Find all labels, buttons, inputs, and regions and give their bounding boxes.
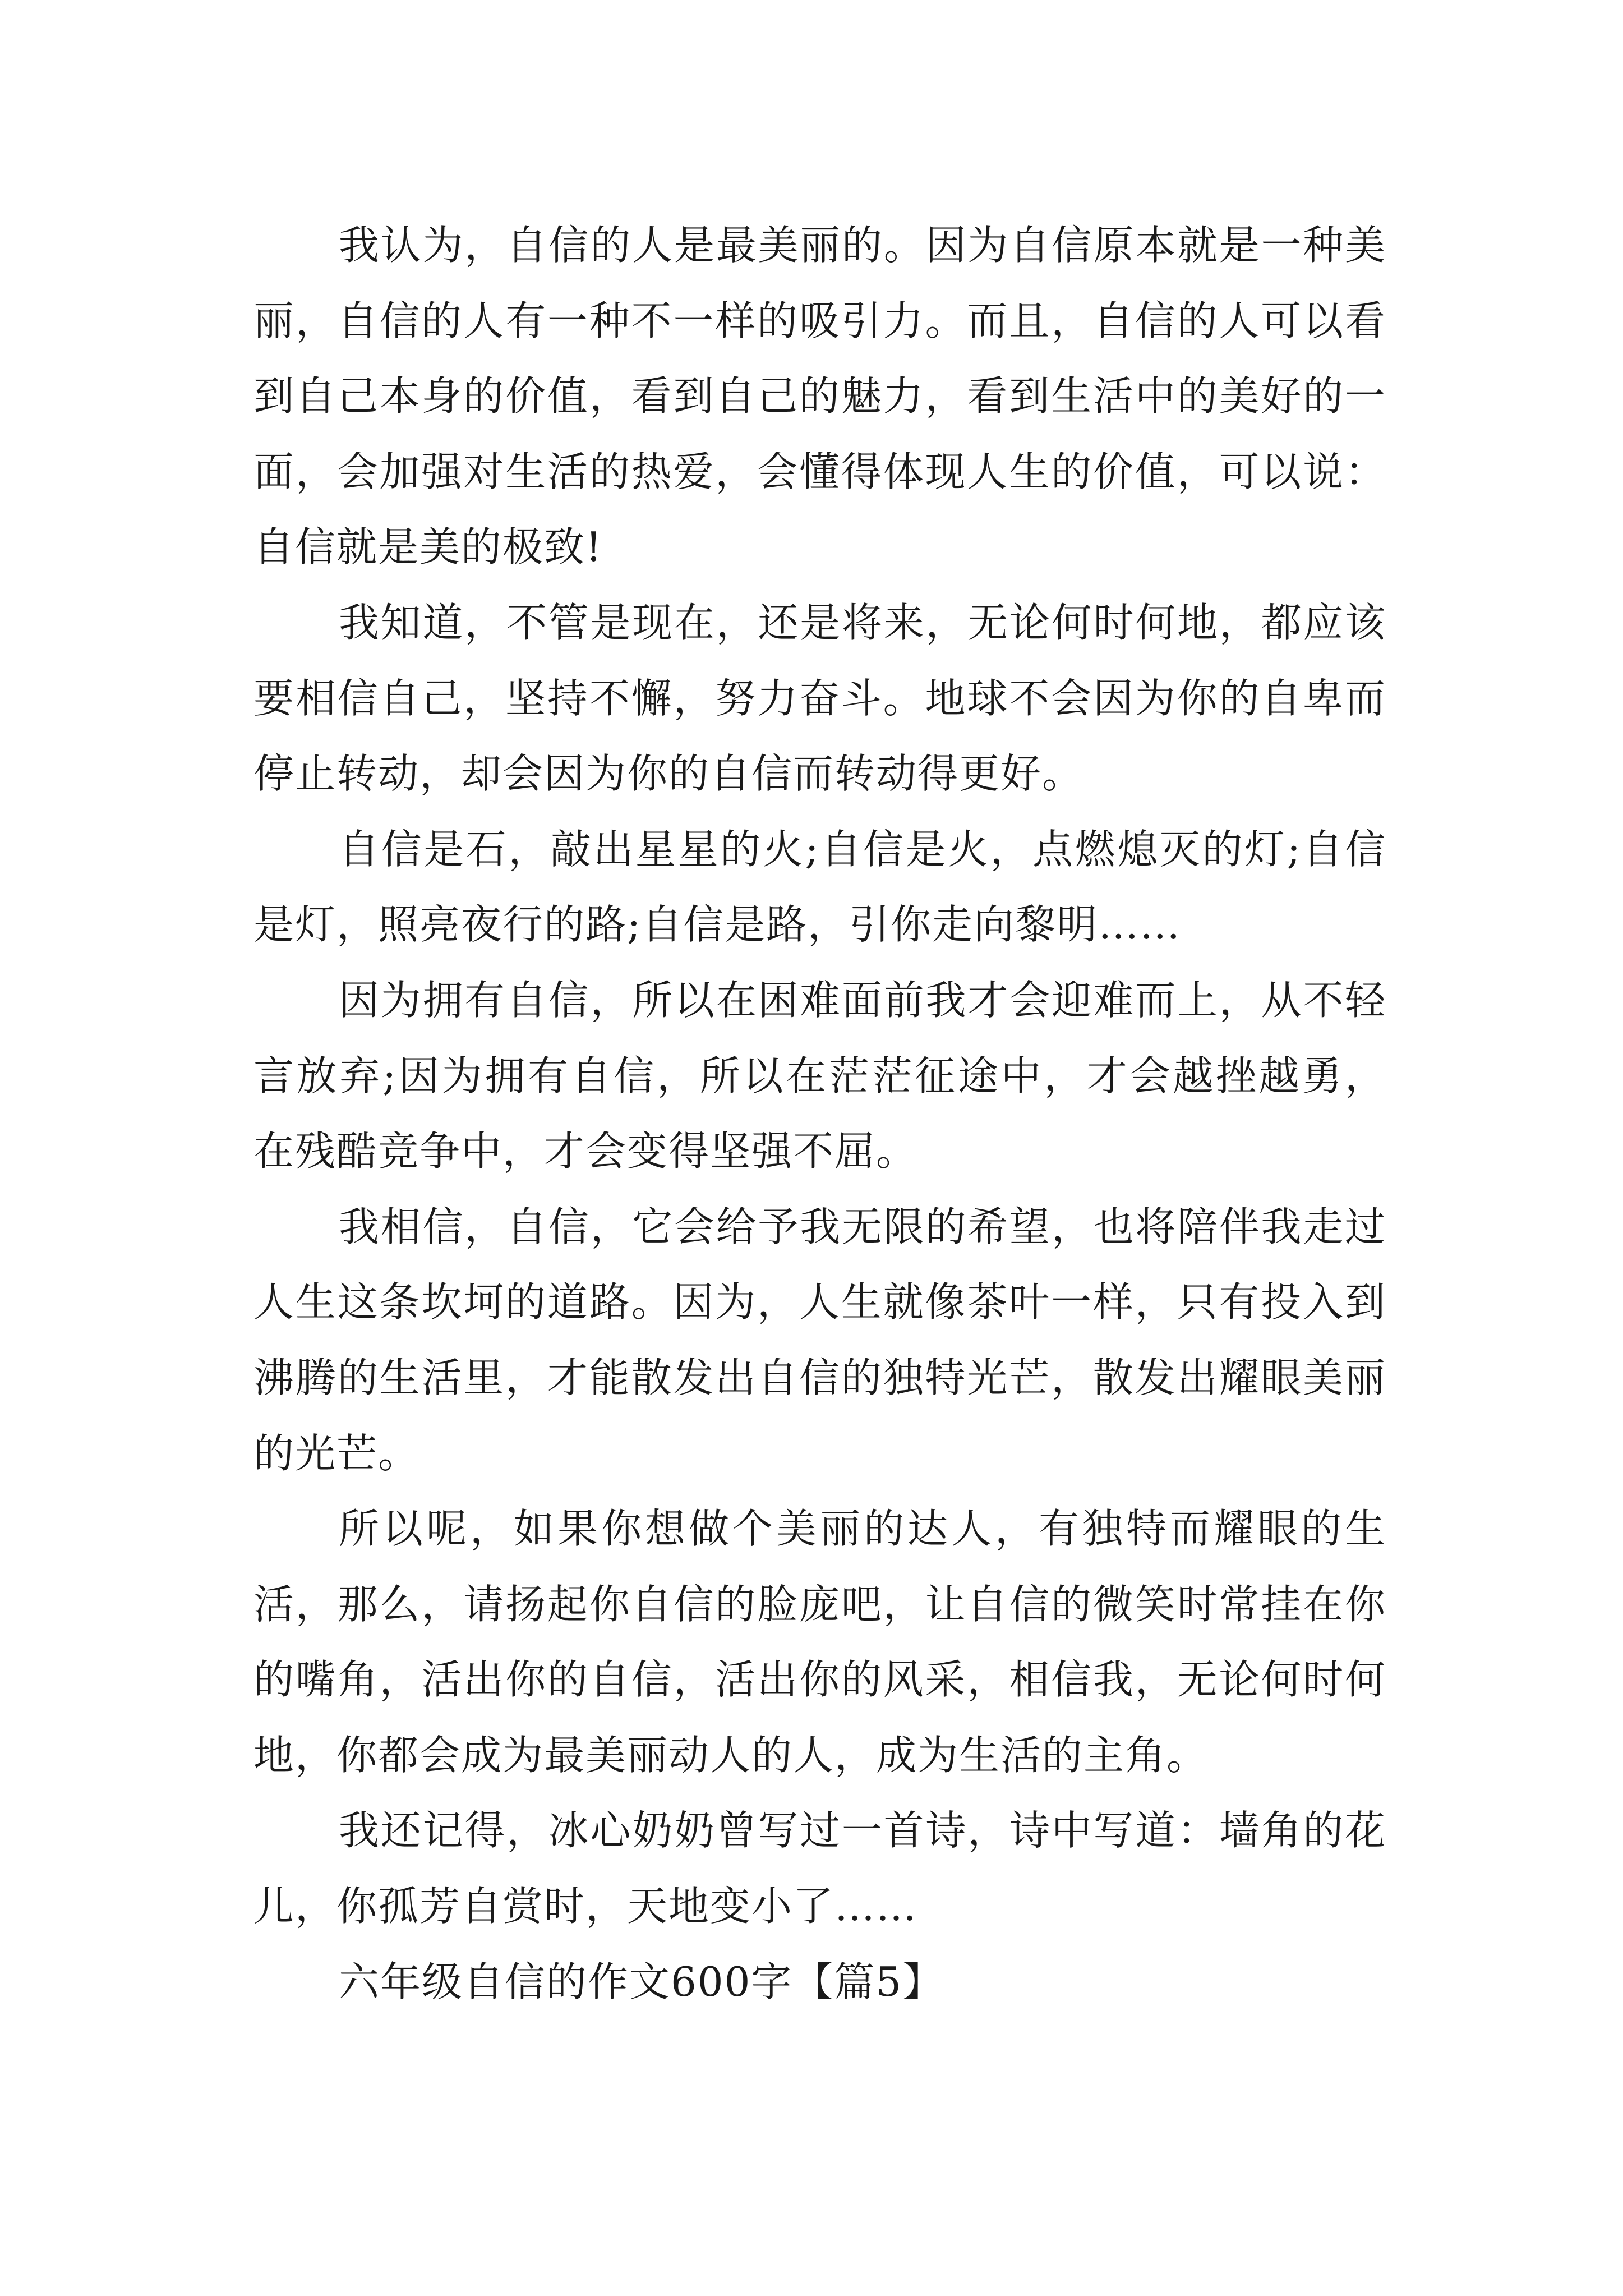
paragraph-2: 我知道，不管是现在，还是将来，无论何时何地，都应该要相信自己，坚持不懈，努力奋斗。地球不会因为你的自卑而停止转动，却会因为你的自信而转动得更好。 [253,599,1386,798]
paragraph-3: 自信是石，敲出星星的火;自信是火，点燃熄灭的灯;自信是灯，照亮夜行的路;自信是路，引你走向黎明…… [253,825,1386,949]
section-heading: 六年级自信的作文600字【篇5】 [339,1958,944,2005]
paragraph-5: 我相信，自信，它会给予我无限的希望，也将陪伴我走过人生这条坎坷的道路。因为，人生就像茶叶一样，只有投入到沸腾的生活里，才能散发出自信的独特光芒，散发出耀眼美丽的光芒。 [253,1203,1386,1477]
paragraph-7: 我还记得，冰心奶奶曾写过一首诗，诗中写道：墙角的花儿，你孤芳自赏时，天地变小了…… [253,1807,1386,1930]
paragraph-6: 所以呢，如果你想做个美丽的达人，有独特而耀眼的生活，那么，请扬起你自信的脸庞吧，让自信的微笑时常挂在你的嘴角，活出你的自信，活出你的风采，相信我，无论何时何地，你都会成为最美丽动人的人，成为生活的主角。 [253,1505,1386,1779]
paragraph-1: 我认为，自信的人是最美丽的。因为自信原本就是一种美丽，自信的人有一种不一样的吸引力。而且，自信的人可以看到自己本身的价值，看到自己的魅力，看到生活中的美好的一面，会加强对生活的热爱，会懂得体现人生的价值，可以说：自信就是美的极致! [253,222,1386,571]
paragraph-4: 因为拥有自信，所以在困难面前我才会迎难而上，从不轻言放弃;因为拥有自信，所以在茫茫征途中，才会越挫越勇，在残酷竞争中，才会变得坚强不屈。 [253,976,1386,1175]
document-body [253,208,1386,2019]
